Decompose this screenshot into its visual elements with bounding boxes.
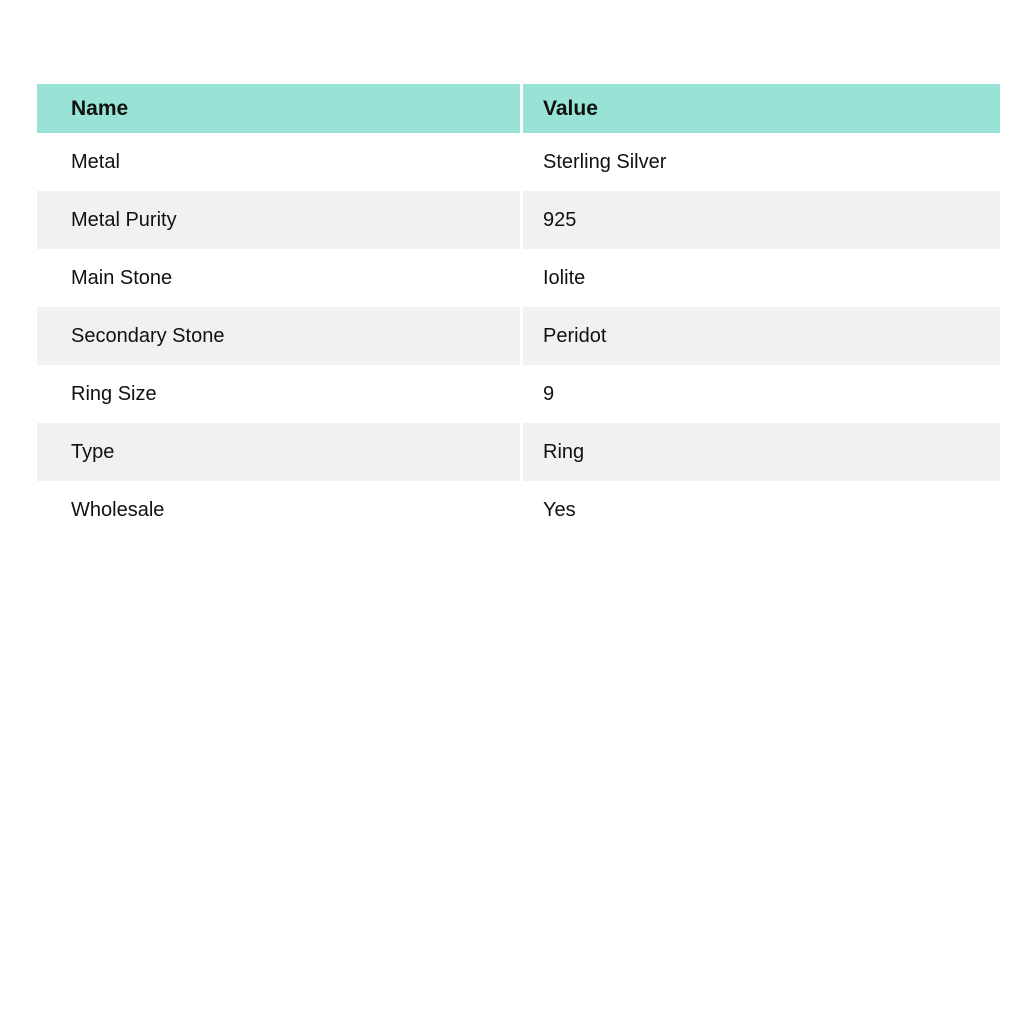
cell-value: 9 (543, 383, 555, 405)
table-row (37, 133, 1000, 191)
cell-name: Metal Purity (37, 191, 523, 249)
cell-name: Wholesale (71, 499, 165, 521)
table-row (37, 481, 1000, 539)
table-row (37, 249, 1000, 307)
cell-name: Type (37, 423, 523, 481)
cell-name: Main Stone (71, 267, 173, 289)
table-row (37, 423, 1000, 481)
cell-name: Metal (71, 151, 120, 173)
cell-value: 925 (543, 209, 577, 231)
cell-value: Ring (543, 441, 585, 463)
table-row (37, 307, 1000, 365)
attributes-table (37, 84, 1000, 539)
cell-value: Yes (543, 499, 576, 521)
cell-value: Sterling Silver (543, 151, 667, 173)
cell-value: Peridot (543, 325, 607, 347)
table-header-row (37, 84, 1000, 133)
table-row (37, 191, 1000, 249)
cell-value: Iolite (543, 267, 586, 289)
table-row (37, 365, 1000, 423)
cell-name: Ring Size (71, 383, 157, 405)
cell-name: Secondary Stone (37, 307, 523, 365)
column-header-name: Name (37, 84, 523, 133)
column-header-value: Value (543, 97, 598, 120)
